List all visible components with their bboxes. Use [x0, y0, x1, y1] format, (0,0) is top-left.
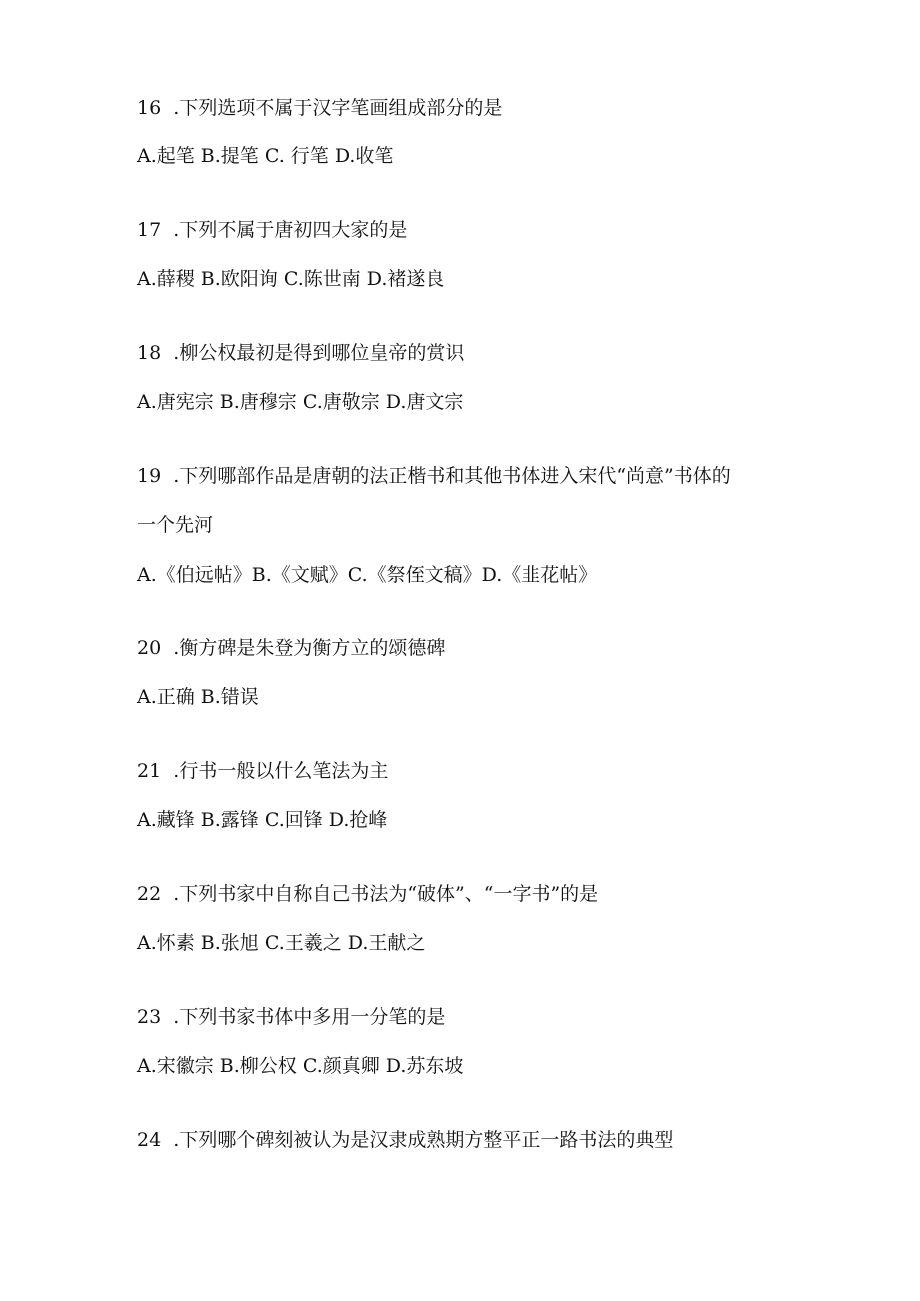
question-20-stem [137, 635, 445, 661]
question-number: 22 [137, 883, 162, 905]
question-number: 17 [137, 219, 162, 241]
question-18-options: A.唐宪宗 B.唐穆宗 C.唐敬宗 D.唐文宗 [137, 391, 464, 413]
question-16-options: A.起笔 B.提笔 C. 行笔 D.收笔 [137, 145, 394, 167]
question-number: 18 [137, 342, 162, 364]
question-22-options: A.怀素 B.张旭 C.王羲之 D.王献之 [137, 932, 426, 954]
question-16-stem [137, 95, 502, 121]
question-number: 23 [137, 1006, 162, 1028]
question-number: 19 [137, 465, 162, 487]
question-17-options: A.薛稷 B.欧阳询 C.陈世南 D.褚遂良 [137, 268, 445, 290]
question-text: .衡方碑是朱登为衡方立的颂德碑 [173, 637, 446, 659]
question-18-stem [137, 340, 464, 366]
question-number: 20 [137, 637, 162, 659]
question-text: .下列哪部作品是唐朝的法正楷书和其他书体进入宋代“尚意”书体的 [173, 465, 731, 487]
question-text: .下列选项不属于汉字笔画组成部分的是 [173, 97, 503, 119]
question-23-options: A.宋徽宗 B.柳公权 C.颜真卿 D.苏东坡 [137, 1055, 464, 1077]
question-19-stem-continued: 一个先河 [137, 514, 214, 536]
question-22-stem [137, 881, 598, 907]
question-19-options: A.《伯远帖》B.《文赋》C.《祭侄文稿》D.《韭花帖》 [137, 564, 598, 586]
question-text: .下列书家书体中多用一分笔的是 [173, 1006, 446, 1028]
question-text: .下列不属于唐初四大家的是 [173, 219, 408, 241]
question-23-stem [137, 1004, 445, 1030]
question-text: .下列哪个碑刻被认为是汉隶成熟期方整平正一路书法的典型 [173, 1129, 674, 1151]
question-number: 24 [137, 1129, 162, 1151]
question-text: .柳公权最初是得到哪位皇帝的赏识 [173, 342, 465, 364]
question-20-options: A.正确 B.错误 [137, 686, 259, 708]
question-21-options: A.藏锋 B.露锋 C.回锋 D.抢峰 [137, 809, 388, 831]
question-number: 16 [137, 97, 162, 119]
question-number: 21 [137, 760, 162, 782]
question-text: .下列书家中自称自己书法为“破体”、“一字书”的是 [173, 883, 599, 905]
question-21-stem [137, 758, 388, 784]
question-17-stem [137, 217, 407, 243]
question-19-stem [137, 463, 731, 489]
question-text: .行书一般以什么笔法为主 [173, 760, 389, 782]
question-24-stem [137, 1127, 673, 1153]
